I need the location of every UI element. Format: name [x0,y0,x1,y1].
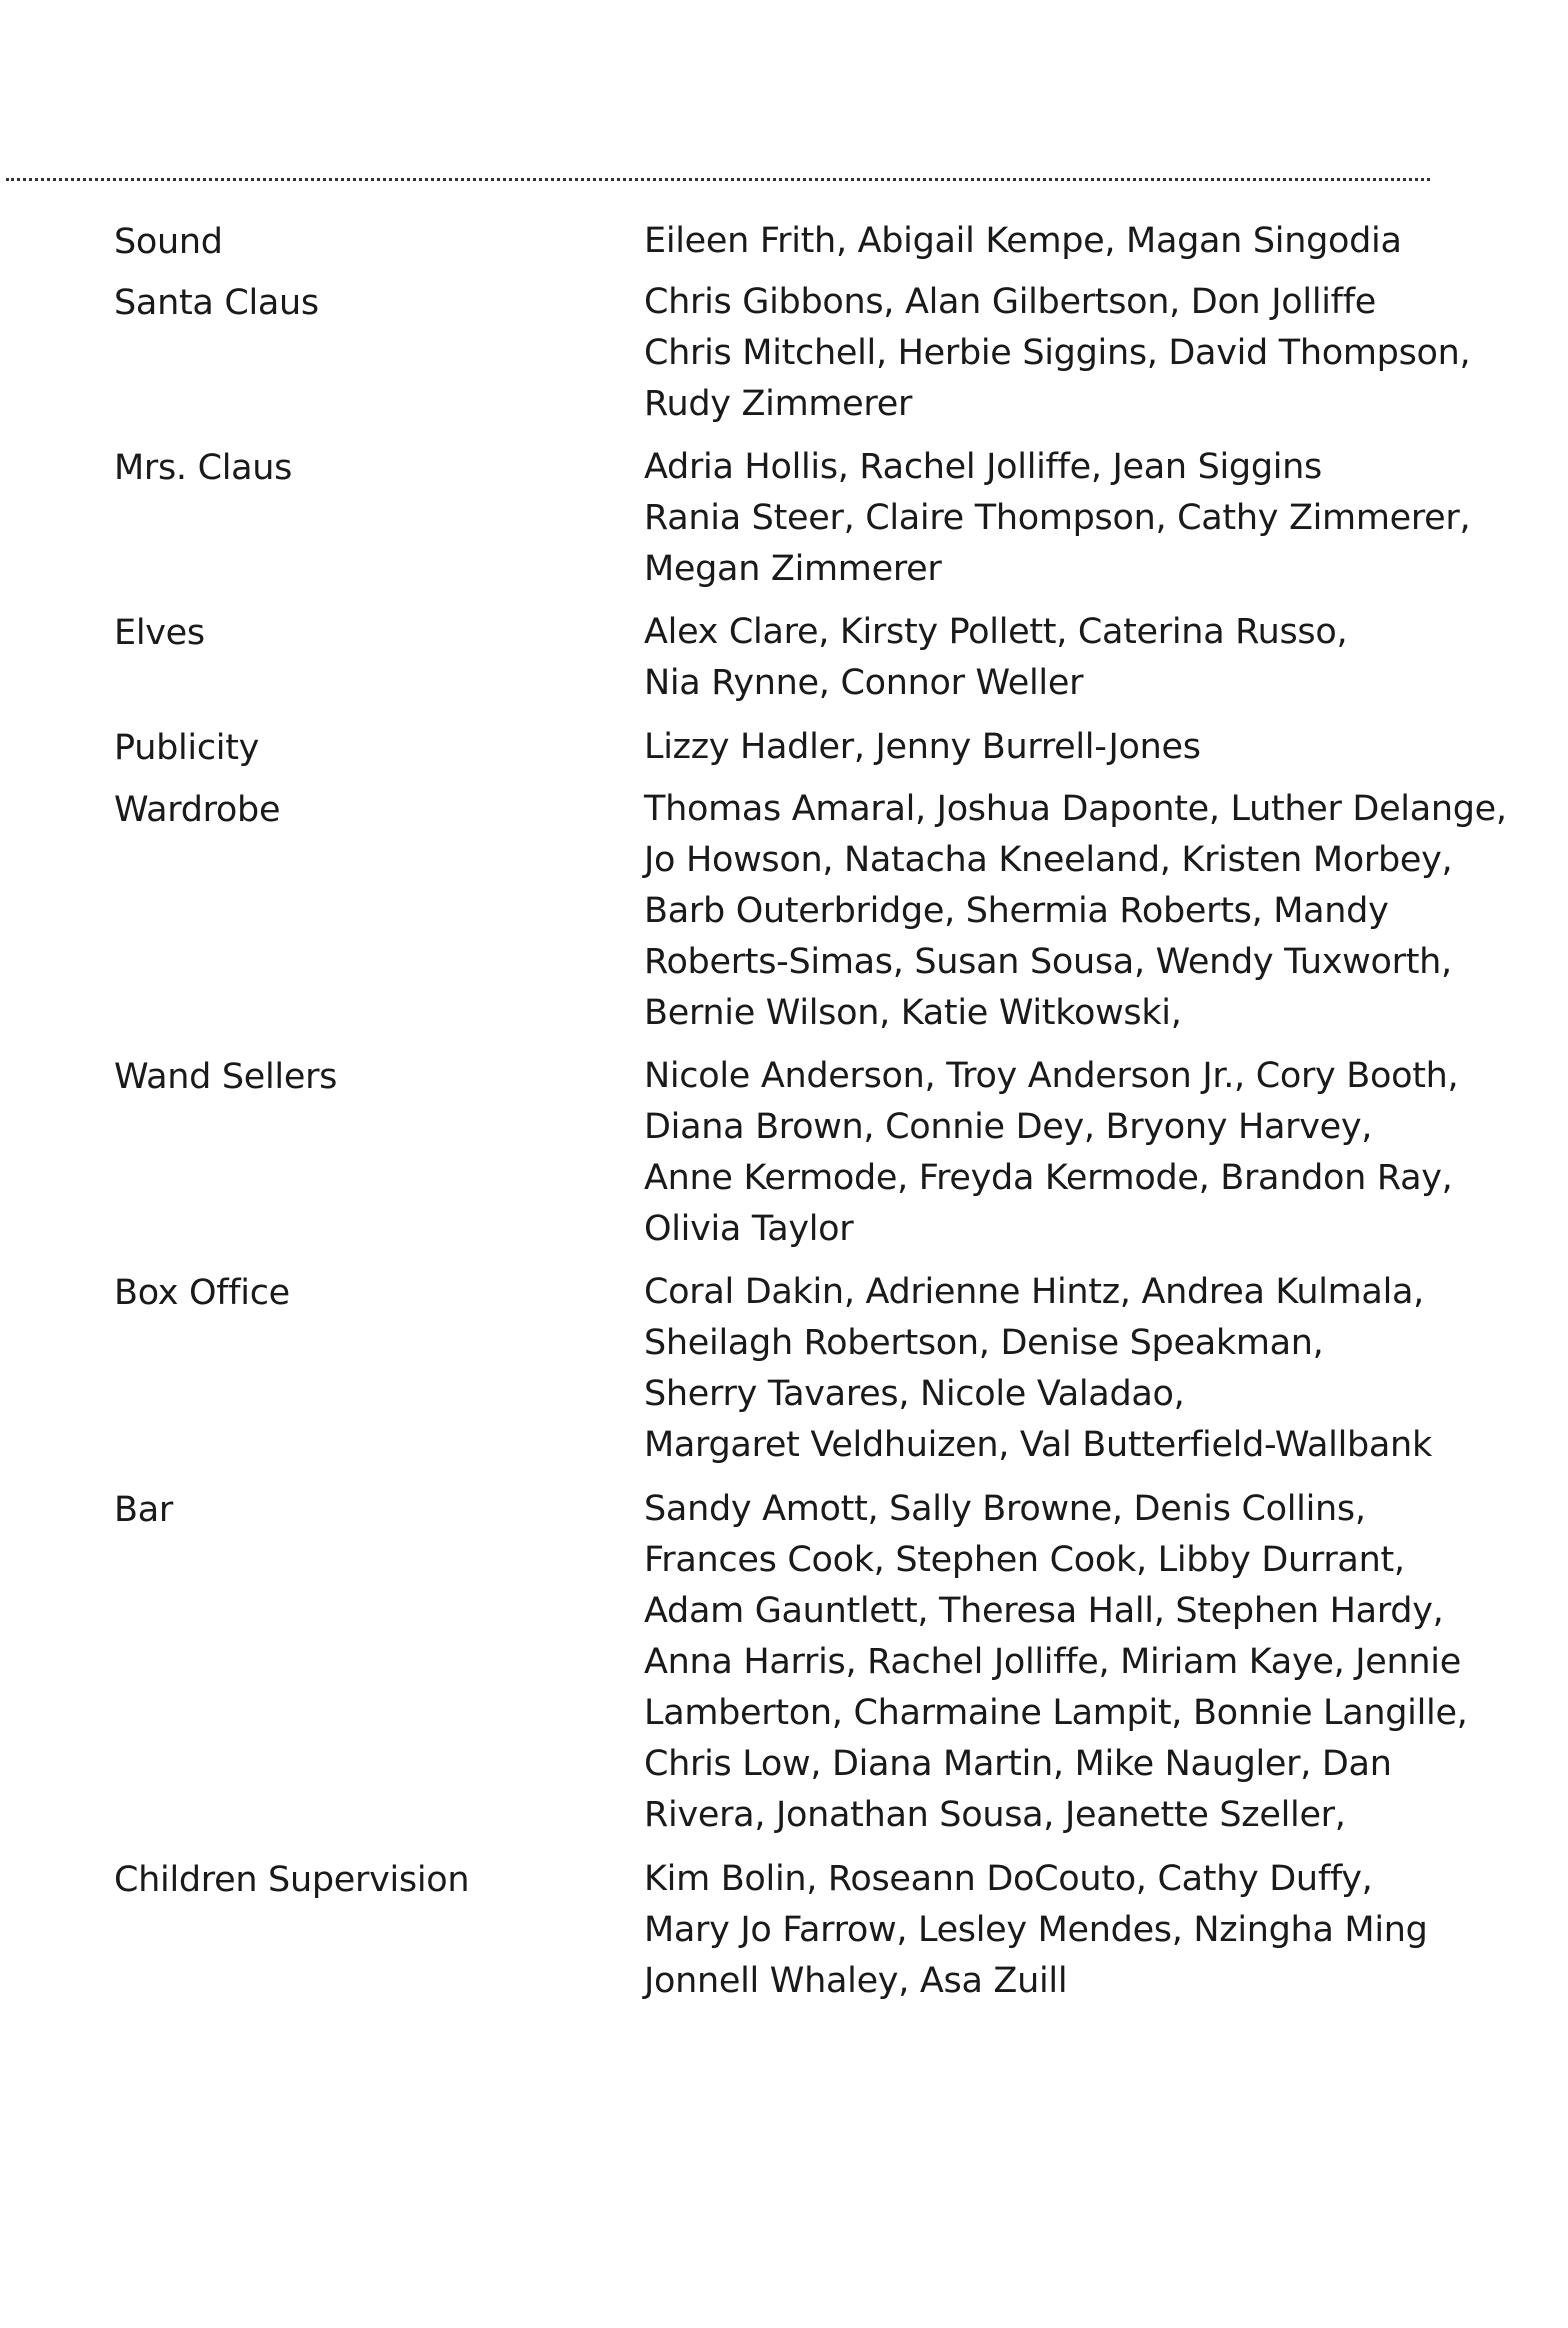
role-label: Sound [114,222,223,262]
names-block [644,1484,1468,1841]
names-block [644,722,1444,773]
names-line: Coral Dakin, Adrienne Hintz, Andrea Kulmala, [644,1272,1424,1312]
role-label: Wand Sellers [114,1057,338,1097]
credit-row-wardrobe [114,784,1507,1051]
names-line: Rania Steer, Claire Thompson, Cathy Zimmerer, [644,498,1471,538]
names-line: Chris Mitchell, Herbie Siggins, David Thompson, [644,333,1471,373]
role-label: Elves [114,613,205,653]
names-line: Nia Rynne, Connor Weller [644,663,1084,703]
names-line: Kim Bolin, Roseann DoCouto, Cathy Duffy, [644,1859,1373,1899]
credit-row-sound [114,216,1444,277]
names-block [644,1051,1458,1255]
names-line: Rivera, Jonathan Sousa, Jeanette Szeller, [644,1795,1346,1835]
names-block [644,442,1470,595]
credit-row-publicity [114,722,1444,784]
names-line: Thomas Amaral, Joshua Daponte, Luther Delange, [644,789,1507,829]
names-line: Anne Kermode, Freyda Kermode, Brandon Ray, [644,1158,1453,1198]
names-line: Eileen Frith, Abigail Kempe, Magan Singodia [644,221,1402,261]
names-block [644,607,1444,709]
names-line: Lamberton, Charmaine Lampit, Bonnie Langille, [644,1693,1468,1733]
names-line: Diana Brown, Connie Dey, Bryony Harvey, [644,1107,1373,1147]
role-label: Publicity [114,728,260,768]
names-line: Bernie Wilson, Katie Witkowski, [644,993,1182,1033]
credit-row-elves [114,607,1444,722]
names-block [644,277,1470,430]
names-line: Adam Gauntlett, Theresa Hall, Stephen Hardy, [644,1591,1444,1631]
names-line: Jo Howson, Natacha Kneeland, Kristen Morbey, [644,840,1453,880]
names-line: Olivia Taylor [644,1209,854,1249]
names-line: Adria Hollis, Rachel Jolliffe, Jean Siggins [644,447,1322,487]
names-line: Chris Low, Diana Martin, Mike Naugler, Dan [644,1744,1392,1784]
credit-row-bar [114,1484,1468,1854]
names-block [644,784,1507,1039]
names-line: Sheilagh Robertson, Denise Speakman, [644,1323,1324,1363]
role-label: Children Supervision [114,1860,470,1900]
names-line: Mary Jo Farrow, Lesley Mendes, Nzingha Ming [644,1910,1428,1950]
credit-row-children-supervision [114,1854,1444,2019]
role-label: Wardrobe [114,790,281,830]
names-block [644,1854,1444,2007]
names-line: Margaret Veldhuizen, Val Butterfield-Wallbank [644,1425,1432,1465]
role-label: Box Office [114,1273,290,1313]
names-line: Rudy Zimmerer [644,384,913,424]
names-line: Jonnell Whaley, Asa Zuill [644,1961,1068,2001]
names-block [644,216,1444,267]
names-block [644,1267,1444,1471]
credit-row-mrs-claus [114,442,1471,607]
names-line: Frances Cook, Stephen Cook, Libby Durrant, [644,1540,1405,1580]
names-line: Roberts-Simas, Susan Sousa, Wendy Tuxworth, [644,942,1452,982]
names-line: Megan Zimmerer [644,549,942,589]
credit-row-wand-sellers [114,1051,1459,1267]
dotted-divider [6,178,1430,181]
role-label: Mrs. Claus [114,448,293,488]
credit-row-santa-claus [114,277,1471,442]
names-line: Anna Harris, Rachel Jolliffe, Miriam Kaye, Jennie [644,1642,1461,1682]
names-line: Nicole Anderson, Troy Anderson Jr., Cory Booth, [644,1056,1459,1096]
role-label: Bar [114,1490,173,1530]
names-line: Chris Gibbons, Alan Gilbertson, Don Jolliffe [644,282,1376,322]
credit-row-box-office [114,1267,1444,1484]
names-line: Sherry Tavares, Nicole Valadao, [644,1374,1185,1414]
role-label: Santa Claus [114,283,319,323]
names-line: Alex Clare, Kirsty Pollett, Caterina Russo, [644,612,1348,652]
names-line: Lizzy Hadler, Jenny Burrell-Jones [644,727,1201,767]
credits-list [114,216,1507,2019]
names-line: Barb Outerbridge, Shermia Roberts, Mandy [644,891,1389,931]
names-line: Sandy Amott, Sally Browne, Denis Collins, [644,1489,1366,1529]
